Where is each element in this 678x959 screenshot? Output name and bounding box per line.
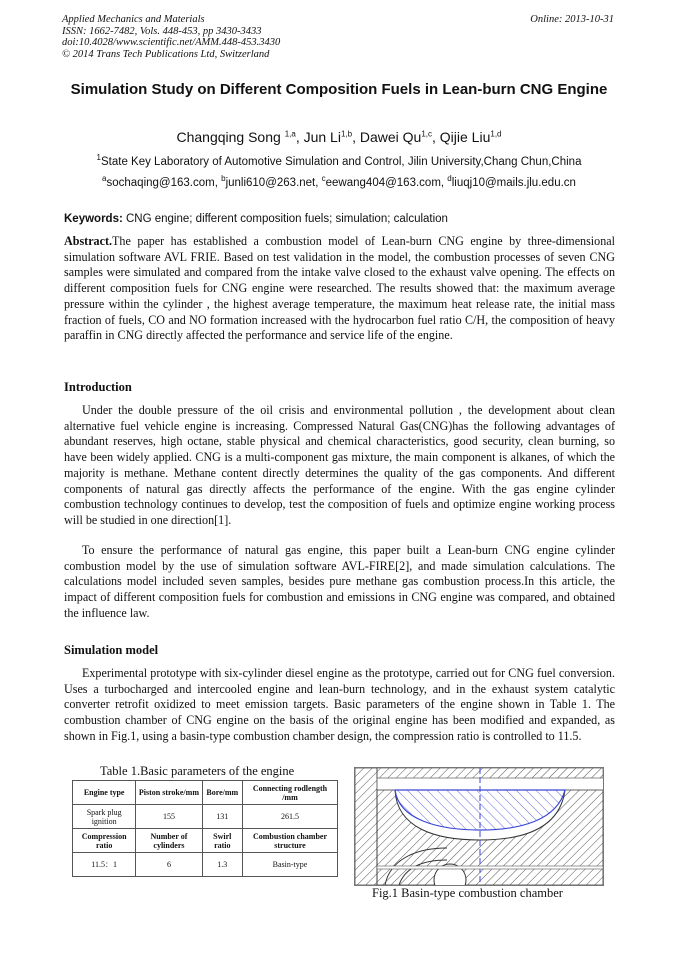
- copyright-line: © 2014 Trans Tech Publications Ltd, Switzerland: [62, 48, 270, 60]
- author-name: Dawei Qu: [359, 129, 422, 145]
- author-name: Qijie Liu: [439, 129, 491, 145]
- simulation-paragraph-1: Experimental prototype with six-cylinder diesel engine as the prototype, carried out for CNG fuel conversion. Uses a turbocharged and intercooled engine and lean-burn technology, and in the exhaust system catalytic converter retrofit oxidized to meet emission targets. Basic parameters of the engine shown in Table 1. The combustion chamber of CNG engine on the basis of the original engine has been modified and expanded, as shown in Fig.1, using a basin-type combustion chamber design, the compression ratio is controlled to 11.5.: [64, 666, 615, 743]
- table-cell: Combustion chamber structure: [242, 829, 337, 853]
- affiliation: [62, 155, 616, 170]
- simulation-heading: Simulation model: [64, 643, 159, 657]
- table-cell: 6: [136, 853, 202, 877]
- table-cell: Compression ratio: [73, 829, 136, 853]
- table-cell: Engine type: [73, 781, 136, 805]
- combustion-chamber-drawing: [355, 768, 603, 885]
- keywords-text: CNG engine; different composition fuels; simulation; calculation: [126, 213, 448, 225]
- table-cell: Connecting rodlength /mm: [242, 781, 337, 805]
- table-cell: Spark plug ignition: [73, 805, 136, 829]
- journal-header: [62, 14, 280, 60]
- affiliation-text: State Key Laboratory of Automotive Simulation and Control, Jilin University,Chang Chun,China: [100, 156, 582, 168]
- doi-line: doi:10.4028/www.scientific.net/AMM.448-453.3430: [62, 37, 281, 48]
- email-link[interactable]: eewang404@163.com: [325, 177, 441, 189]
- author-list: Changqing Song $^{1,a}$, Jun Li$^{1,b}$, Dawei Qu$^{1,c}$, Qijie Liu$^{1,d}$: [176, 129, 502, 145]
- figure-caption: Fig.1 Basin-type combustion chamber: [372, 886, 563, 900]
- author-name: Jun Li: [303, 129, 341, 145]
- table-cell: Bore/mm: [202, 781, 242, 805]
- email-sup: d: [447, 174, 452, 184]
- email-link[interactable]: junli610@263.net: [225, 177, 316, 189]
- engine-parameters-table: [72, 780, 338, 877]
- abstract-text: The paper has established a combustion model of Lean-burn CNG engine by three-dimensional simulation software AVL FRIE. Based on test validation in the model, the combustion processes of seven CNG samples were simulated and compared from the intake valve closed to the exhaust valve opening. The effects on different composition fuels for CNG engine were researched. The results showed that: the maximum average pressure within the cylinder , the highest average temperature, the maximum heat release rate, the initial mass fraction of fuels, CO and NO formation increased with the hydrocarbon fuel ratio C/H, the composition of heavy paraffin in CNG directly affected the performance and service life of the engine.: [64, 234, 615, 343]
- introduction-paragraph-1: Under the double pressure of the oil crisis and environmental pollution , the development about clean alternative fuel vehicle engine is increasing. Compressed Natural Gas(CNG)has the following advantages of abundant reserves, high octane, stable physical and chemical characteristics, good security, clean burning, so have been widely applied. CNG is a multi-component gas mixture, the main component is alkanes, of which the majority is methane. Methane content directly determines the quality of the gas components. And different components of natural gas directly affects the performance of the engine. With the gas engine cylinder combustion technology continues to develop, test the composition of fuels and optimize engine working process will be studied in one direction[1].: [64, 403, 615, 527]
- online-date: Online: 2013-10-31: [530, 14, 614, 25]
- affiliation-sup: 1: [96, 153, 101, 163]
- author-name: Changqing Song: [176, 129, 281, 145]
- table-cell: 131: [202, 805, 242, 829]
- email-sup: b: [221, 174, 226, 184]
- keywords-label: Keywords:: [64, 213, 123, 225]
- table-cell: Swirl ratio: [202, 829, 242, 853]
- email-link[interactable]: liuqj10@mails.jlu.edu.cn: [451, 177, 576, 189]
- author-sup: 1,c: [421, 129, 432, 139]
- email-list: $^a$sochaqing@163.com, $^b$junli610@263.net, $^c$eewang404@163.com, $^d$liuqj10@mails.jlu.edu.cn: [102, 174, 576, 189]
- paper-title: Simulation Study on Different Composition Fuels in Lean-burn CNG Engine: [70, 81, 608, 98]
- journal-name: Applied Mechanics and Materials: [62, 14, 205, 25]
- author-sup: 1,b: [340, 129, 353, 139]
- author-sup: 1,d: [490, 129, 502, 139]
- table-row: [73, 829, 338, 853]
- table-cell: Basin-type: [242, 853, 337, 877]
- combustion-chamber-figure: [354, 767, 604, 886]
- keywords: [64, 212, 616, 227]
- table-cell: 11.5：1: [73, 853, 136, 877]
- table-row: [73, 805, 338, 829]
- issn-line: ISSN: 1662-7482, Vols. 448-453, pp 3430-3433: [62, 25, 262, 37]
- email-sup: a: [102, 174, 107, 184]
- table-caption: Table 1.Basic parameters of the engine: [100, 764, 295, 778]
- table-row: [73, 781, 338, 805]
- table-cell: 1.3: [202, 853, 242, 877]
- email-sup: c: [321, 174, 326, 184]
- table-cell: Piston stroke/mm: [136, 781, 202, 805]
- email-link[interactable]: sochaqing@163.com: [106, 177, 215, 189]
- abstract-label: Abstract.: [64, 234, 113, 248]
- table-row: [73, 853, 338, 877]
- introduction-heading: Introduction: [64, 380, 132, 394]
- abstract: [64, 234, 615, 344]
- introduction-paragraph-2: To ensure the performance of natural gas engine, this paper built a Lean-burn CNG engine cylinder combustion model by the use of simulation software AVL-FIRE[2], and made simulation calculations. The calculations model included seven samples, besides pure methane gas combustion process.In this article, the impact of different composition fuels for combustion and emissions in CNG engine was compared, and obtained the influence law.: [64, 543, 615, 620]
- table-cell: 261.5: [242, 805, 337, 829]
- author-sup: 1,a: [284, 129, 296, 139]
- table-cell: Number of cylinders: [136, 829, 202, 853]
- table-cell: 155: [136, 805, 202, 829]
